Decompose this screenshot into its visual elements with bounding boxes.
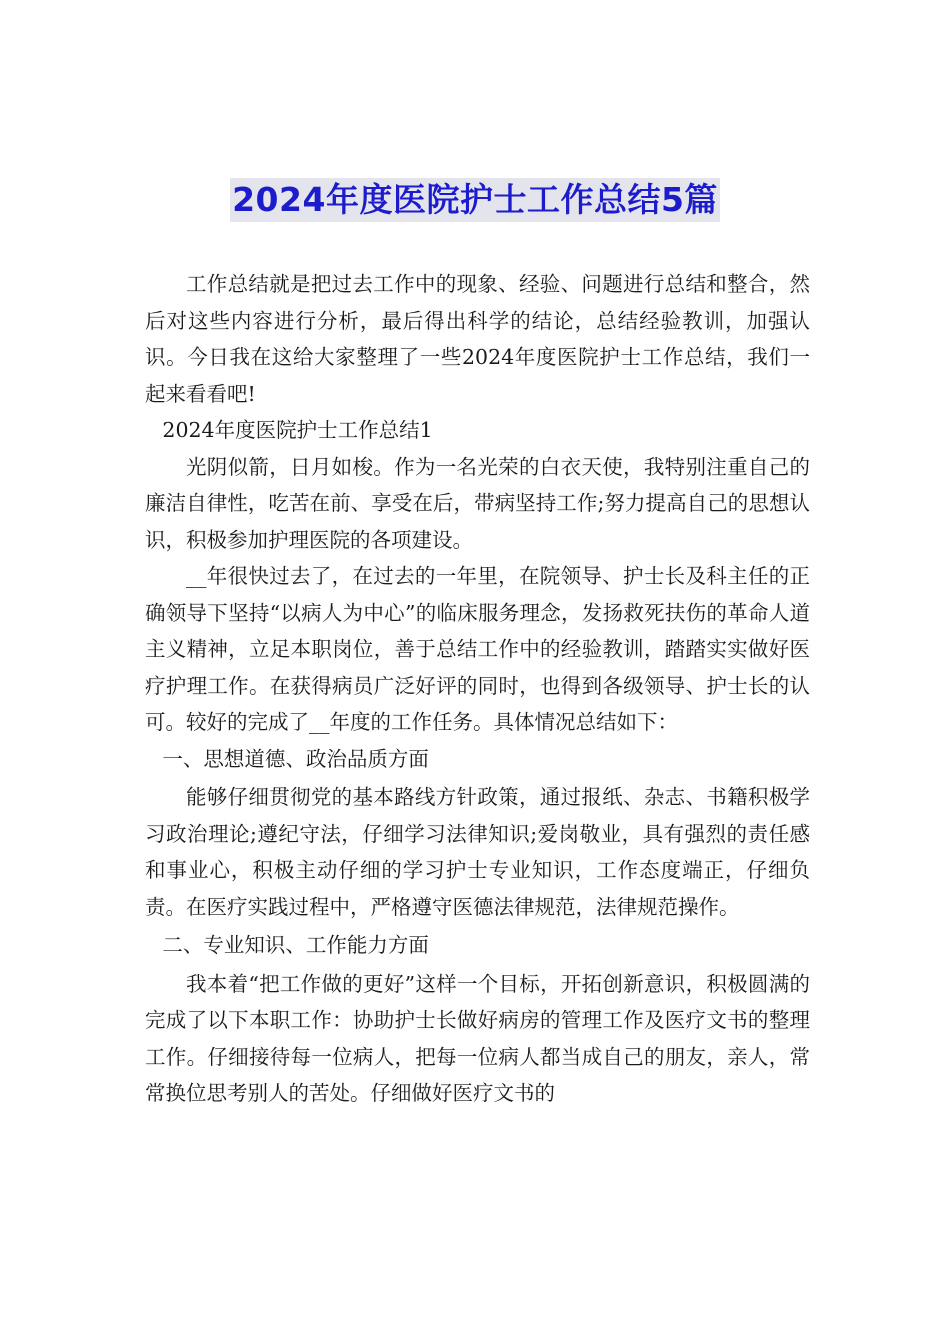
section-heading-summary-1: 2024年度医院护士工作总结1 [162, 418, 433, 442]
body-paragraph: 我本着“把工作做的更好”这样一个目标，开拓创新意识，积极圆满的完成了以下本职工作：协助护士长做好病房的管理工作及医疗文书的整理工作。仔细接待每一位病人，把每一位病人都当成自己的朋友，亲人，常常换位思考别人的苦处。仔细做好医疗文书的 [145, 971, 810, 1105]
body-paragraph: 能够仔细贯彻党的基本路线方针政策，通过报纸、杂志、书籍积极学习政治理论;遵纪守法，仔细学习法律知识;爱岗敬业，具有强烈的责任感和事业心，积极主动仔细的学习护士专业知识，工作态度端正，仔细负责。在医疗实践过程中，严格遵守医德法律规范，法律规范操作。 [145, 785, 810, 919]
document-body [145, 266, 810, 1112]
body-paragraph: 光阴似箭，日月如梭。作为一名光荣的白衣天使，我特别注重自己的廉洁自律性，吃苦在前、享受在后，带病坚持工作;努力提高自己的思想认识，积极参加护理医院的各项建设。 [145, 454, 810, 552]
body-paragraph: __年很快过去了，在过去的一年里，在院领导、护士长及科主任的正确领导下坚持“以病人为中心”的临床服务理念，发扬救死扶伤的革命人道主义精神，立足本职岗位，善于总结工作中的经验教训，踏踏实实做好医疗护理工作。在获得病员广泛好评的同时，也得到各级领导、护士长的认可。较好的完成了__年度的工作任务。具体情况总结如下： [145, 564, 810, 734]
title-area [0, 178, 950, 222]
intro-paragraph: 工作总结就是把过去工作中的现象、经验、问题进行总结和整合，然后对这些内容进行分析，最后得出科学的结论，总结经验教训，加强认识。今日我在这给大家整理了一些2024年度医院护士工作总结，我们一起来看看吧! [145, 272, 810, 406]
section-heading-morality: 一、思想道德、政治品质方面 [162, 746, 429, 771]
document-title: 2024年度医院护士工作总结5篇 [230, 178, 720, 222]
section-heading-professional: 二、专业知识、工作能力方面 [162, 933, 429, 957]
